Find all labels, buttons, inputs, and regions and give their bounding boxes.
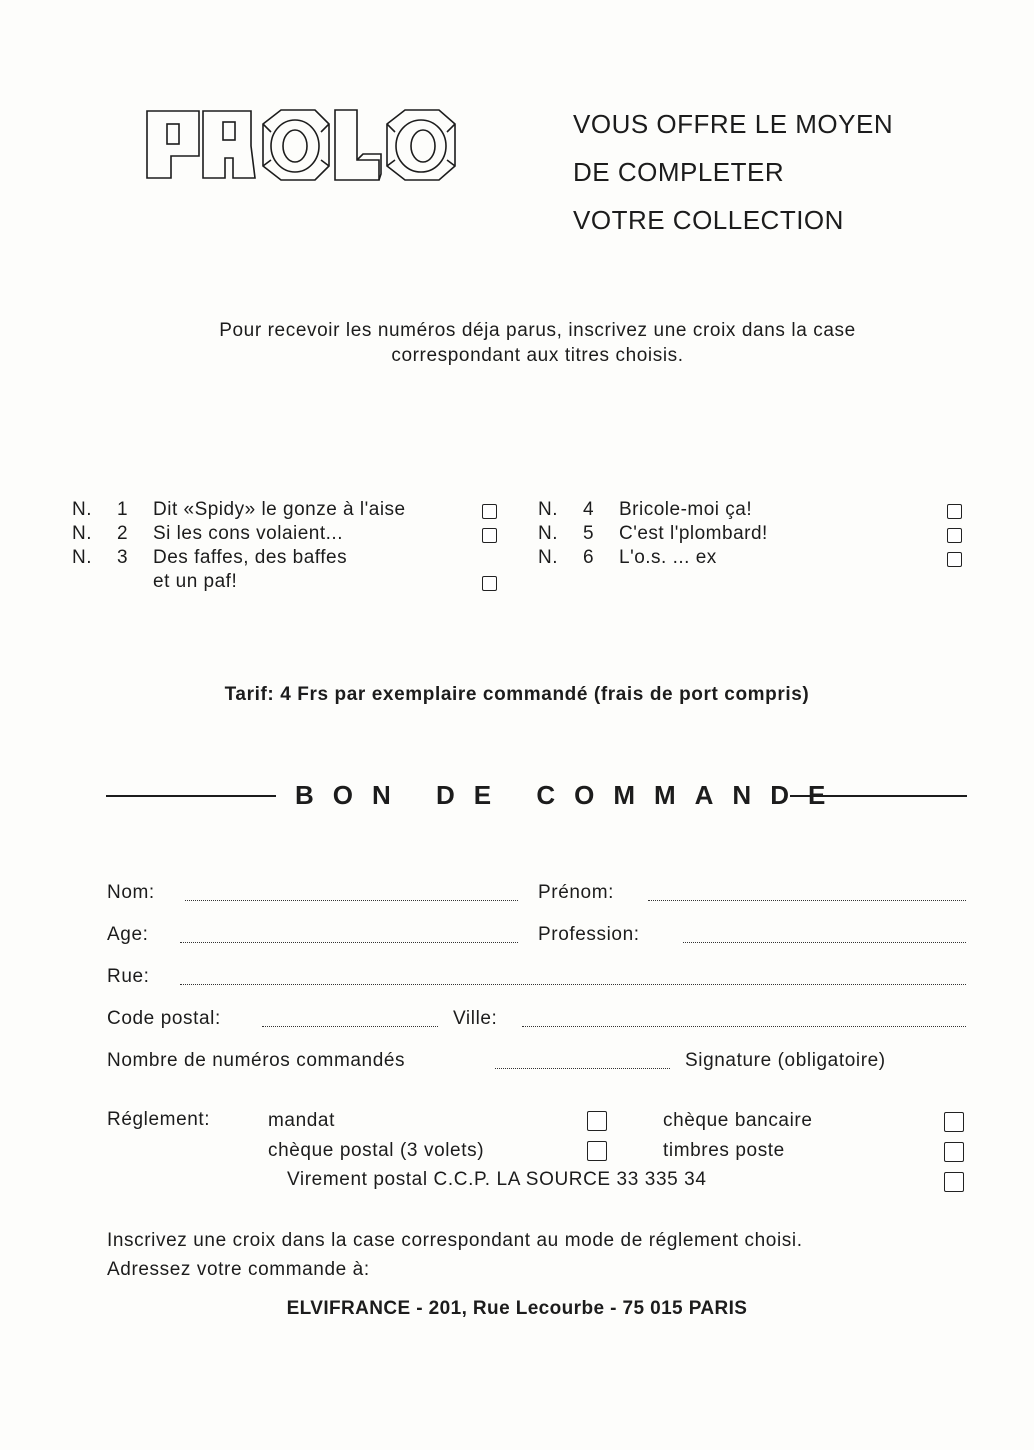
issue-1-checkbox[interactable]: [482, 504, 497, 519]
mandat-label: mandat: [268, 1110, 335, 1131]
prolo-logo: [143, 106, 463, 186]
ville-field[interactable]: [522, 1026, 966, 1027]
instruction-line: Adressez votre commande à:: [107, 1259, 370, 1280]
payment-label: Réglement:: [107, 1109, 211, 1130]
prenom-field[interactable]: [648, 900, 966, 901]
headline-line: VOUS OFFRE LE MOYEN: [573, 109, 894, 139]
heading-rule-right: [790, 795, 967, 797]
age-field[interactable]: [180, 942, 518, 943]
issue-number: 2: [117, 523, 129, 544]
timbres-label: timbres poste: [663, 1140, 785, 1161]
age-label: Age:: [107, 924, 149, 945]
issue-6-checkbox[interactable]: [947, 552, 962, 567]
nombre-field[interactable]: [495, 1068, 670, 1069]
issue-prefix: N.: [538, 523, 558, 544]
nom-field[interactable]: [185, 900, 518, 901]
headline-line: DE COMPLETER: [573, 157, 785, 187]
headline-line: VOTRE COLLECTION: [573, 205, 844, 235]
intro-text: [140, 318, 935, 368]
cheque-bancaire-checkbox[interactable]: [944, 1112, 964, 1132]
issue-5-checkbox[interactable]: [947, 528, 962, 543]
mandat-checkbox[interactable]: [587, 1111, 607, 1131]
timbres-checkbox[interactable]: [944, 1142, 964, 1162]
tarif-text: Tarif: 4 Frs par exemplaire commandé (frais de port compris): [224, 684, 810, 705]
virement-label: Virement postal C.C.P. LA SOURCE 33 335 34: [287, 1169, 707, 1190]
ville-label: Ville:: [453, 1008, 498, 1029]
cheque-postal-label: chèque postal (3 volets): [268, 1140, 485, 1161]
issue-prefix: N.: [538, 499, 558, 520]
order-form-title: BON DE COMMANDE: [295, 780, 845, 810]
headline: [573, 100, 893, 244]
intro-line: Pour recevoir les numéros déja parus, inscrivez une croix dans la case: [219, 320, 856, 341]
issue-number: 4: [583, 499, 595, 520]
code-postal-field[interactable]: [262, 1026, 438, 1027]
prenom-label: Prénom:: [538, 882, 615, 903]
cheque-postal-checkbox[interactable]: [587, 1141, 607, 1161]
intro-line: correspondant aux titres choisis.: [391, 345, 684, 366]
issue-prefix: N.: [72, 547, 92, 568]
cheque-bancaire-label: chèque bancaire: [663, 1110, 813, 1131]
issue-prefix: N.: [538, 547, 558, 568]
issue-prefix: N.: [72, 523, 92, 544]
heading-rule-left: [106, 795, 276, 797]
issue-title: Dit «Spidy» le gonze à l'aise: [153, 499, 406, 520]
profession-label: Profession:: [538, 924, 640, 945]
issue-title: Si les cons volaient...: [153, 523, 343, 544]
issue-3-checkbox[interactable]: [482, 576, 497, 591]
issue-title: Des faffes, des baffes: [153, 547, 348, 568]
issue-prefix: N.: [72, 499, 92, 520]
issue-number: 5: [583, 523, 595, 544]
issue-2-checkbox[interactable]: [482, 528, 497, 543]
issue-number: 3: [117, 547, 129, 568]
address-text: ELVIFRANCE - 201, Rue Lecourbe - 75 015 PARIS: [286, 1298, 748, 1319]
issue-title-continued: et un paf!: [153, 571, 238, 592]
issue-4-checkbox[interactable]: [947, 504, 962, 519]
signature-label: Signature (obligatoire): [685, 1050, 886, 1071]
nombre-label: Nombre de numéros commandés: [107, 1050, 406, 1071]
issue-number: 1: [117, 499, 129, 520]
profession-field[interactable]: [683, 942, 966, 943]
nom-label: Nom:: [107, 882, 155, 903]
code-postal-label: Code postal:: [107, 1008, 221, 1029]
issue-title: Bricole-moi ça!: [619, 499, 753, 520]
issue-title: C'est l'plombard!: [619, 523, 768, 544]
rue-field[interactable]: [180, 984, 966, 985]
issue-number: 6: [583, 547, 595, 568]
rue-label: Rue:: [107, 966, 150, 987]
issue-title: L'o.s. ... ex: [619, 547, 717, 568]
instruction-line: Inscrivez une croix dans la case correspondant au mode de réglement choisi.: [107, 1230, 803, 1251]
virement-checkbox[interactable]: [944, 1172, 964, 1192]
